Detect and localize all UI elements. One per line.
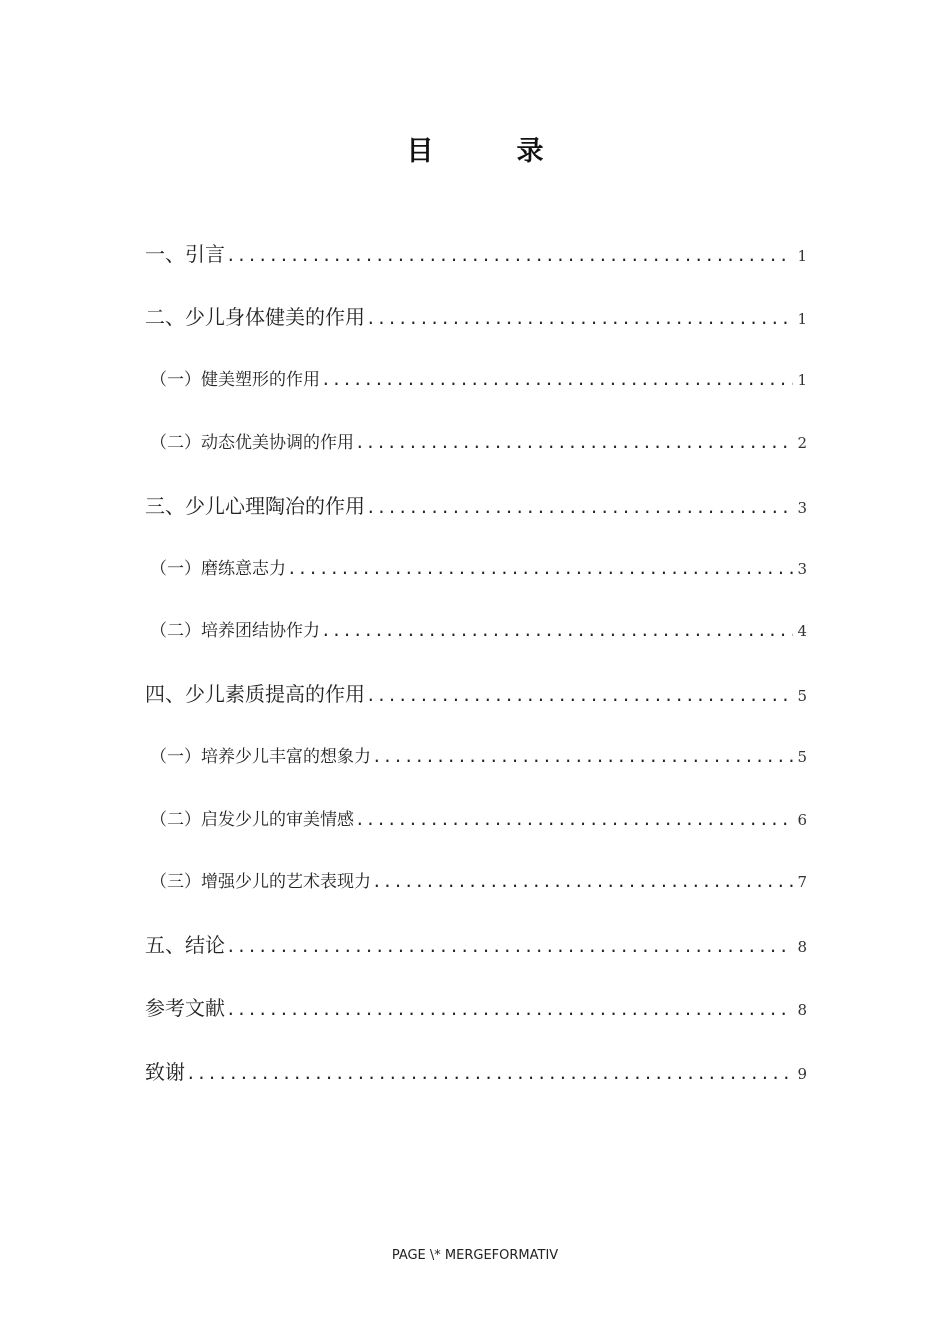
toc-page-number: 5 [797,687,807,705]
toc-page-number: 1 [797,247,807,265]
toc-entry-text: 参考文献 [145,996,225,1020]
toc-page-number: 1 [797,310,807,328]
toc-entry-text: （一）磨练意志力 [150,559,286,579]
toc-page-number: 3 [797,560,807,578]
toc-entry[interactable] [150,616,807,646]
toc-page-number: 6 [797,811,807,829]
toc-page-number: 8 [797,938,807,956]
toc-entry[interactable] [145,679,807,709]
toc-page-number: 2 [797,434,807,452]
toc-entry-text: （二）培养团结协作力 [150,621,320,641]
toc-entry[interactable] [145,993,807,1023]
dot-leader [226,932,793,960]
toc-entry-text: 三、少儿心理陶冶的作用 [145,494,365,518]
toc-page-number: 1 [797,371,807,389]
toc-entry[interactable] [145,1057,807,1087]
toc-page-number: 3 [797,499,807,517]
toc-entry[interactable] [145,930,807,960]
toc-entry[interactable] [145,239,807,269]
toc-entry-text: 致谢 [145,1060,185,1084]
toc-entry-text: （一）培养少儿丰富的想象力 [150,747,371,767]
toc-entry[interactable] [145,302,807,332]
toc-entry[interactable] [150,867,807,897]
dot-leader [366,493,793,521]
dot-leader [366,304,793,332]
dot-leader [287,554,793,584]
toc-entry[interactable] [150,742,807,772]
dot-leader [355,805,793,835]
dot-leader [372,742,793,772]
toc-entry-text: （二）启发少儿的审美情感 [150,810,354,830]
dot-leader [226,995,793,1023]
toc-page-number: 7 [797,873,807,891]
toc-entry-text: 四、少儿素质提高的作用 [145,682,365,706]
dot-leader [321,616,793,646]
toc-entry[interactable] [150,365,807,395]
dot-leader [321,365,793,395]
toc-entry[interactable] [145,491,807,521]
toc-page-number: 4 [797,622,807,640]
toc-entry[interactable] [150,805,807,835]
page-footer-field-code: PAGE \* MERGEFORMATIV [391,1248,559,1263]
toc-entry[interactable] [150,428,807,458]
dot-leader [226,241,793,269]
toc-entry-text: 二、少儿身体健美的作用 [145,305,365,329]
toc-entry[interactable] [150,554,807,584]
dot-leader [366,681,793,709]
toc-entry-text: 五、结论 [145,933,225,957]
toc-page-number: 5 [797,748,807,766]
toc-entry-text: （二）动态优美协调的作用 [150,433,354,453]
toc-entry-text: （一）健美塑形的作用 [150,370,320,390]
toc-title: 目 录 [406,136,572,167]
dot-leader [372,867,793,897]
dot-leader [355,428,793,458]
toc-entry-text: （三）增强少儿的艺术表现力 [150,872,371,892]
dot-leader [186,1059,793,1087]
toc-entry-text: 一、引言 [145,242,225,266]
toc-page-number: 8 [797,1001,807,1019]
toc-page-number: 9 [797,1065,807,1083]
